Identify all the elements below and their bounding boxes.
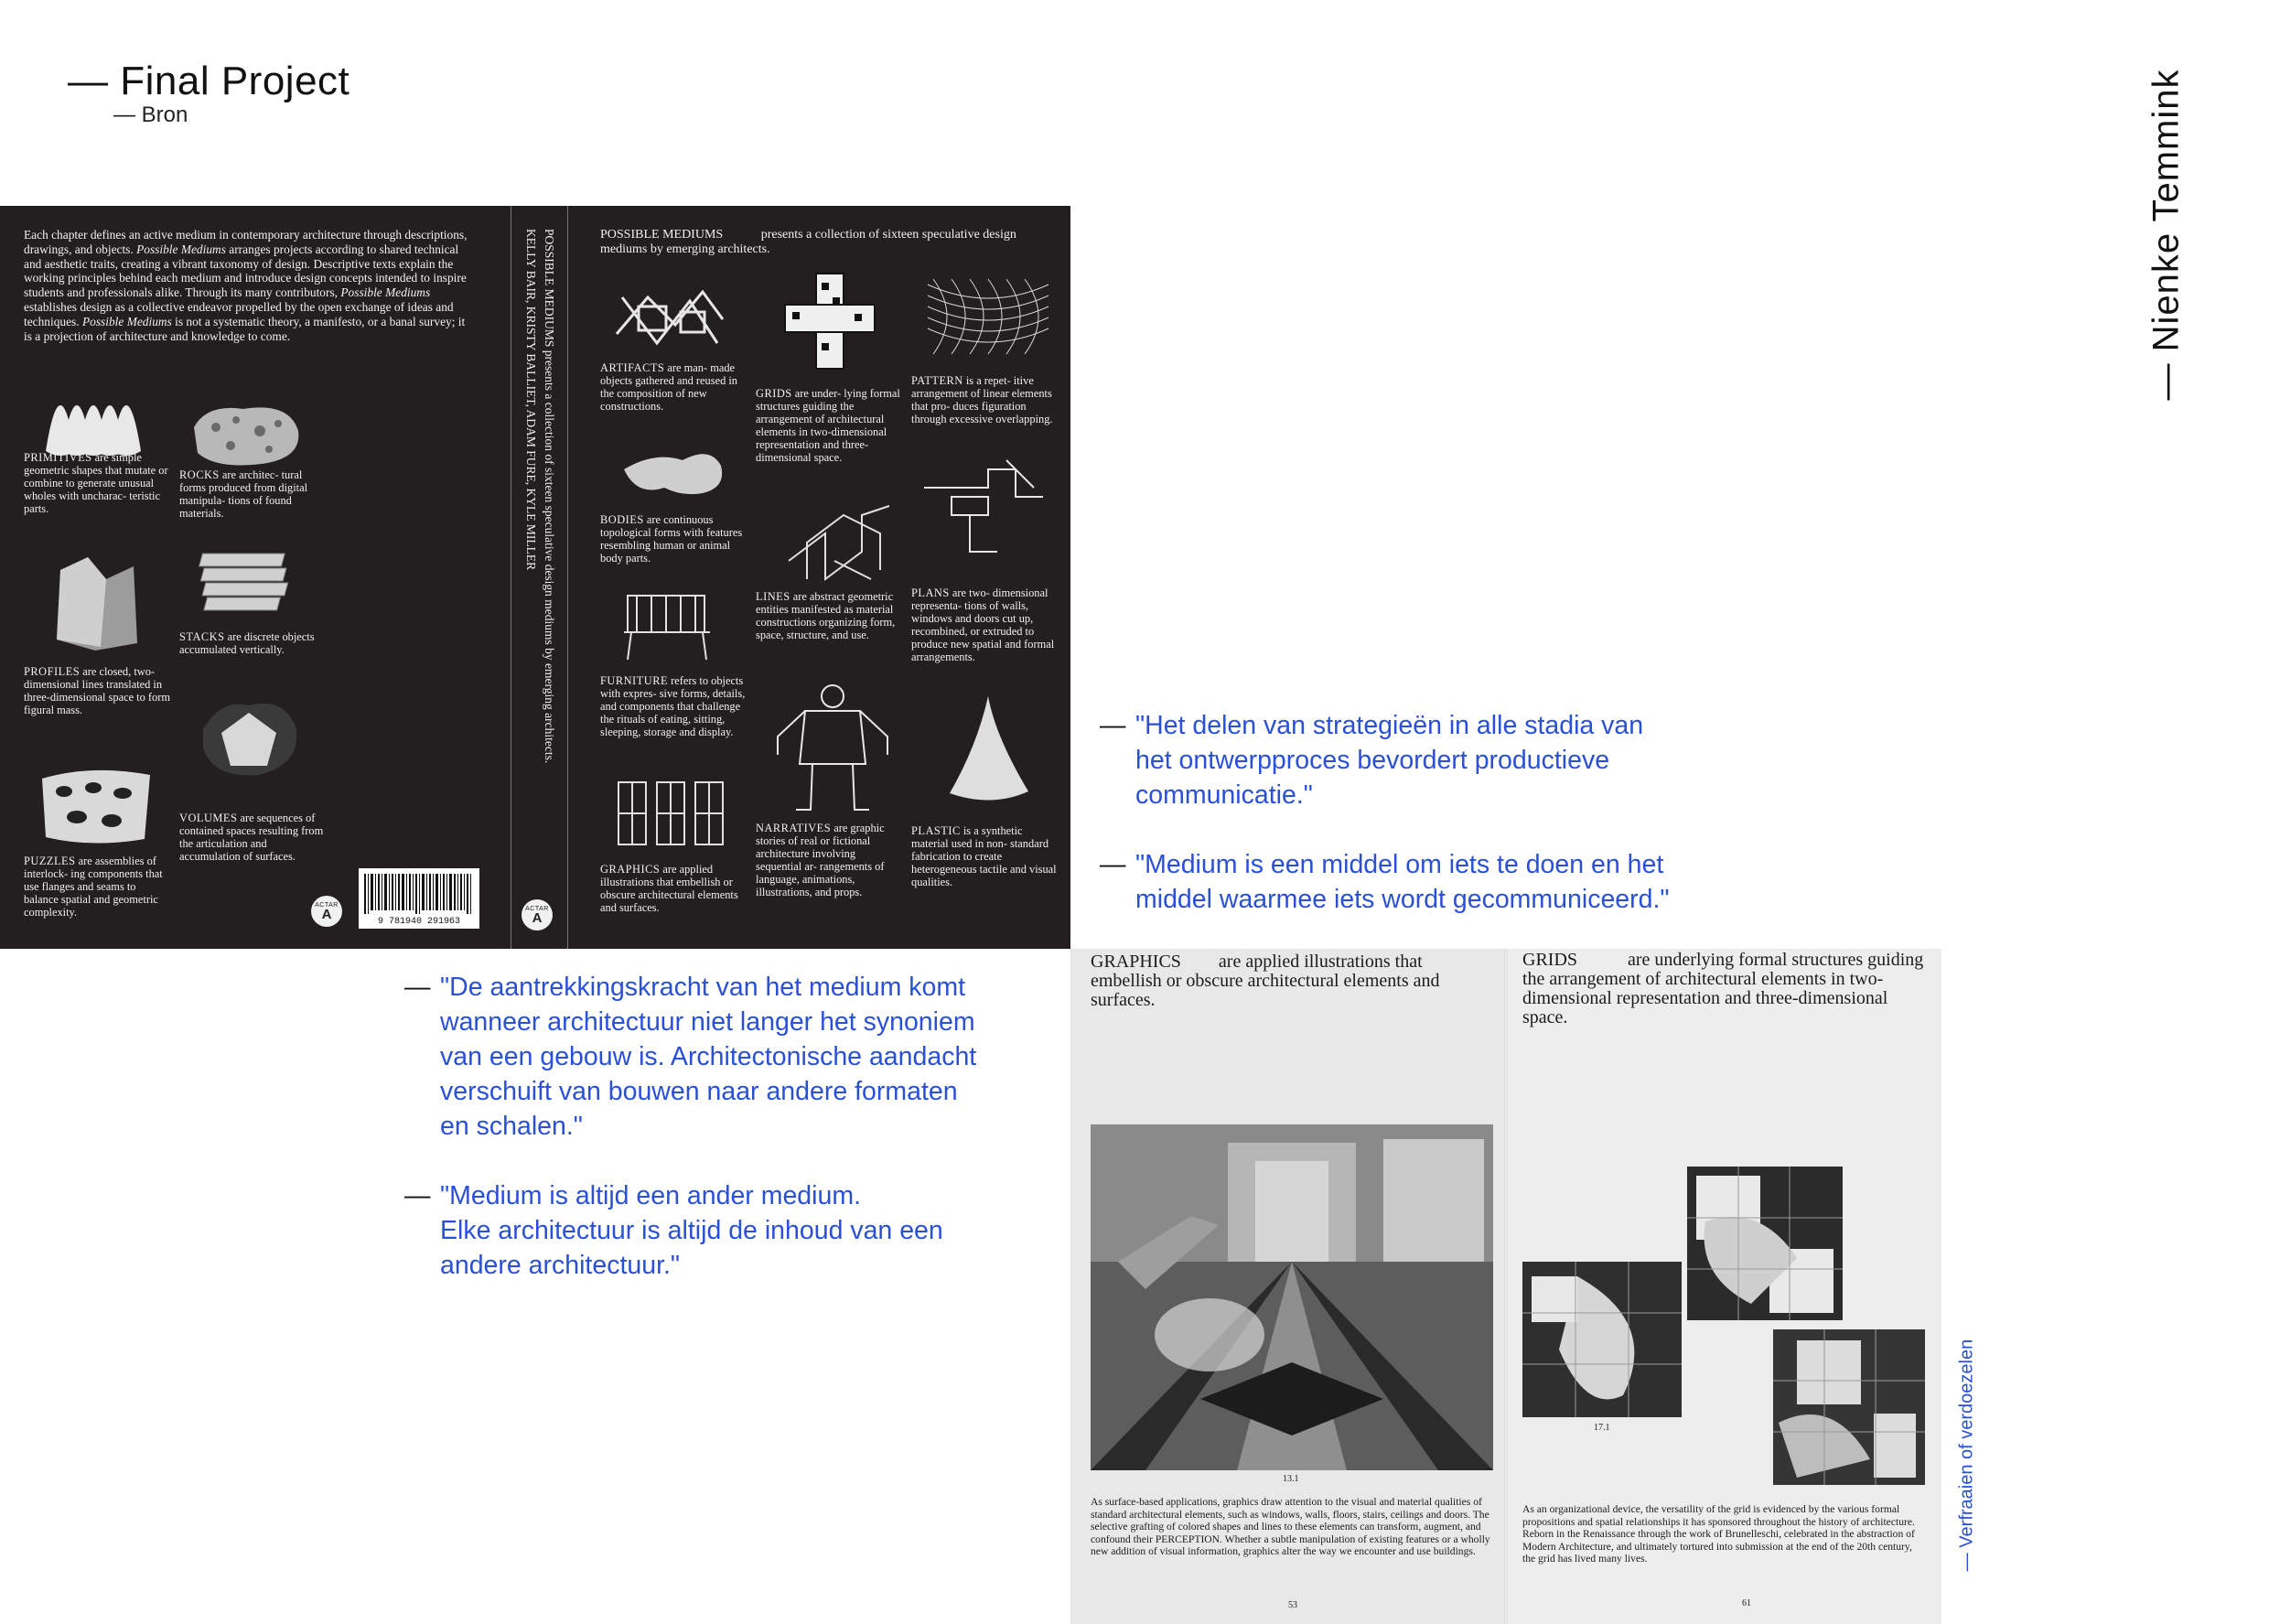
back-entry-profiles [24,665,170,716]
quote-1 [1100,708,1758,812]
front-heading-term: POSSIBLE MEDIUMS [600,228,724,242]
logo-small-text: ACTAR [315,901,339,909]
author-name-vertical [2139,51,2194,417]
entry-text: is a synthetic material used in non- standard fabrication to create heterogeneous tactile and visual qualities. [911,824,1057,888]
left-page-title [1091,952,1493,1010]
front-entry-pattern [911,374,1058,425]
book-cover-spread [0,206,1070,949]
artifacts-illustration [611,279,728,352]
back-entry-stacks [179,630,326,656]
page-subtitle: — Bron [113,102,188,127]
entry-term: NARRATIVES [756,822,832,834]
back-cover-intro [24,228,472,343]
front-entry-artifacts [600,361,747,413]
book-inside-spread [1070,949,1941,1624]
entry-term: ROCKS [179,468,220,481]
front-entry-narratives [756,822,902,898]
intro-text: establishes design as a collective endeavor propelled by the open exchange of ideas and techniques. [24,299,454,328]
intro-text: is not a systematic theory, a manifesto, or a banal survey; it is a projection of architecture and knowledge to come. [24,314,466,343]
rocks-illustration [188,400,304,469]
entry-text: are two- dimensional representa- tions of walls, windows and doors cut up, recombined, or extruded to produce new spatial and formal arrangements. [911,586,1055,663]
right-figure-caption: 17.1 [1594,1423,1610,1433]
front-entry-furniture [600,674,747,738]
right-page-body: As an organizational device, the versatility of the grid is evidenced by the various formal propositions and spatial relationships it has sponsored throughout the history of architecture. Reborn in the Renaissance through the work of Brunelleschi, celebrated in the abstraction of Modern Architecture, and ultimately tortured into submission at the end of the 20th century, the grid has lived many lives. [1522,1503,1915,1565]
book-spine [512,224,567,901]
barcode-bars [364,874,485,920]
front-entry-lines [756,590,902,641]
right-page-term: GRIDS [1522,950,1578,970]
entry-term: PLASTIC [911,824,961,837]
publisher-logo-spine [522,899,553,930]
isbn-barcode [359,868,479,929]
right-page-number: 61 [1742,1598,1751,1608]
interior-photo [1091,1124,1493,1470]
logo-letter: A [321,906,332,922]
spine-right-edge [567,206,568,949]
narratives-illustration [769,682,897,819]
entry-term: STACKS [179,630,225,643]
quote-dash: — [1100,711,1126,740]
entry-text: are assemblies of interlock- ing components that use flanges and seams to balance spatial and geometric complexity. [24,855,163,919]
entry-term: ARTIFACTS [600,361,665,374]
back-entry-rocks [179,468,326,520]
front-cover-heading [600,228,1058,257]
entry-term: LINES [756,590,790,603]
grid-drawings [1522,1167,1925,1523]
entry-text: are man- made objects gathered and reused in the composition of new constructions. [600,361,738,413]
stacks-illustration [192,544,307,618]
lines-illustration [780,497,898,588]
entry-text: are architec- tural forms produced from digital manipula- tions of found materials. [179,468,308,520]
front-heading-text: presents a collection of sixteen speculative design mediums by emerging architects. [600,228,1016,256]
entry-text: are closed, two-dimensional lines translated in three-dimensional space to form figural mass. [24,665,170,716]
entry-term: GRIDS [756,387,792,400]
publisher-logo-back [311,896,342,927]
entry-term: PROFILES [24,665,81,678]
page-title: — Final Project [68,59,350,103]
left-page-number: 53 [1288,1600,1297,1610]
spine-title-line: POSSIBLE MEDIUMS presents a collection of sixteen speculative design mediums by emerging architects. [543,229,556,764]
quote-3 [404,970,1045,1144]
plastic-illustration [937,691,1038,810]
back-entry-puzzles [24,855,170,919]
entry-term: VOLUMES [179,812,238,824]
front-entry-graphics [600,863,747,914]
front-entry-bodies [600,513,747,565]
quote-text: "Medium is een middel om iets te doen en het middel waarmee iets wordt gecommuniceerd." [1135,850,1670,914]
entry-text: are graphic stories of real or fictional architecture involving sequential ar- rangements of language, animations, illustrations, and props. [756,822,885,898]
bodies-illustration [618,442,728,506]
right-page-title [1522,951,1925,1027]
logo-small-text: ACTAR [525,905,549,912]
side-caption: — Verfraaien of verdoezelen [1956,1339,1977,1571]
entry-text: are abstract geometric entities manifested as material constructions organizing form, space, structure, and use. [756,590,896,641]
furniture-illustration [618,590,719,663]
author-name: — Nienke Temmink [2145,68,2187,401]
intro-book-title: Possible Mediums [136,242,226,256]
intro-book-title: Possible Mediums [81,314,172,328]
puzzles-illustration [37,760,156,848]
entry-text: refers to objects with expres- sive forms, details, and components that challenge the rituals of eating, sitting, sleeping, storage and display. [600,674,746,738]
volumes-illustration [194,693,304,780]
front-entry-plastic [911,824,1058,888]
quote-text: "Medium is altijd een ander medium. Elke architectuur is altijd de inhoud van een andere architectuur." [440,1181,943,1280]
entry-term: BODIES [600,513,644,526]
left-page-term: GRAPHICS [1091,952,1181,972]
plans-illustration [915,451,1052,561]
entry-term: PATTERN [911,374,963,387]
entry-text: are applied illustrations that embellish or obscure architectural elements and surfaces. [600,863,738,914]
entry-term: PUZZLES [24,855,76,867]
entry-text: is a repet- itive arrangement of linear elements that pro- duces figuration through excessive overlapping. [911,374,1053,425]
graphics-illustration [615,779,728,848]
left-page-title-text: are applied illustrations that embellish or obscure architectural elements and surfaces. [1091,952,1440,1010]
back-entry-primitives [24,451,168,515]
isbn-number: 9 781940 291963 [377,917,460,927]
grids-illustration [780,270,880,372]
spine-authors-line: KELLY BAIR, KRISTY BALLIET, ADAM FURE, KYLE MILLER [524,229,538,571]
side-caption-vertical [1940,1317,1995,1592]
entry-text: are under- lying formal structures guiding the arrangement of architectural elements in two-dimensional representation and three- dimensional space. [756,387,900,464]
logo-letter: A [532,909,543,926]
quote-4 [404,1178,1045,1283]
profiles-illustration [51,552,143,652]
intro-text: arranges projects according to shared technical and aesthetic traits, creating a vibrant taxonomy of design. Descriptive texts explain the working principles behind each medium and introduce design concepts intended to inspire students and professionals alike. Through its many contributors, [24,242,467,300]
quote-dash: — [404,1181,431,1210]
quote-text: "De aantrekkingskracht van het medium komt wanneer architectuur niet langer het synoniem van een gebouw is. Architectonische aandacht verschuift van bouwen naar andere formaten en schalen." [440,973,977,1141]
pattern-illustration [924,275,1052,358]
page-fold [1504,949,1508,1624]
front-entry-plans [911,586,1058,663]
left-figure-caption: 13.1 [1283,1474,1299,1484]
quote-dash: — [1100,850,1126,879]
entry-text: are sequences of contained spaces resulting from the articulation and accumulation of surfaces. [179,812,324,863]
entry-text: are discrete objects accumulated vertically. [179,630,315,656]
entry-term: FURNITURE [600,674,669,687]
left-page-body: As surface-based applications, graphics draw attention to the visual and material qualities of standard architectural elements, such as windows, walls, floors, stairs, ceilings and doors. The selective grafting of colored shapes and lines to these elements can transform, augment, and confound their PERCEPTION. Whether a subtle manipulation of existing features or a wholly new addition of visual information, graphics alter the way we encounter and use buildings. [1091,1496,1490,1557]
spine-text-block [522,229,558,906]
right-page-title-text: are underlying formal structures guiding the arrangement of architectural elements in two-dimensional representation and three-dimensional space. [1522,950,1924,1027]
quote-2 [1100,847,1795,917]
entry-text: are simple geometric shapes that mutate or combine to generate unusual wholes with uncharac- teristic parts. [24,451,168,515]
entry-term: GRAPHICS [600,863,661,876]
quote-text: "Het delen van strategieën in alle stadia van het ontwerpproces bevordert productieve communicatie." [1135,711,1644,810]
intro-book-title: Possible Mediums [340,285,431,300]
back-entry-volumes [179,812,326,863]
front-entry-grids [756,387,902,464]
entry-term: PLANS [911,586,950,599]
intro-text: Each chapter defines an active medium in contemporary architecture through descriptions, drawings, and objects. [24,228,468,256]
entry-text: are continuous topological forms with features resembling human or animal body parts. [600,513,743,565]
entry-term: PRIMITIVES [24,451,92,464]
quote-dash: — [404,973,431,1002]
